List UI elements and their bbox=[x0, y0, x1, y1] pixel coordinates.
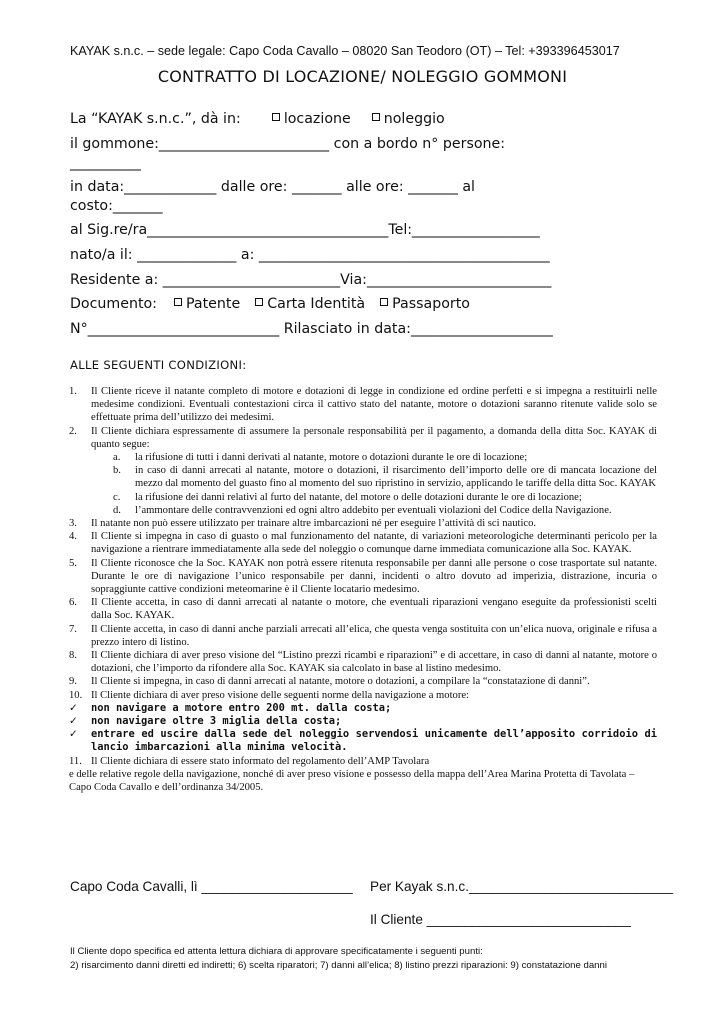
checkmark-icon: ✓ bbox=[69, 728, 78, 741]
place-date-signature[interactable]: Capo Coda Cavalli, lì ____________________ bbox=[70, 879, 353, 894]
conditions-heading: ALLE SEGUENTI CONDIZIONI: bbox=[70, 358, 247, 372]
condition-subitem: b. in caso di danni arrecati al natante, motore o dotazioni, il risarcimento dell’importo delle ore di mancata locazione del mezzo dal momento del guasto fino al momento del suo ripristino in servizio, applicando le tariffe della ditta Soc. KAYAK bbox=[113, 465, 657, 490]
form-line-boat[interactable]: il gommone:________________________ con a bordo n° persone: bbox=[70, 136, 506, 152]
condition-item: 10. Il Cliente dichiara di aver preso visione delle seguenti norme della navigazione a motore: bbox=[69, 689, 470, 701]
client-signature[interactable]: Il Cliente ___________________________ bbox=[370, 912, 631, 927]
footer-approved-points: 2) risarcimento danni diretti ed indiretti; 6) scelta riparatori; 7) danni all’elica; 8) listino prezzi riparazioni: 9) constatazione danni bbox=[70, 960, 607, 971]
checkmark-icon: ✓ bbox=[69, 701, 78, 714]
navigation-rule: ✓ entrare ed uscire dalla sede del noleggio servendosi unicamente dell’apposito corridoio di lancio imbarcazioni alla minima velocità. bbox=[69, 728, 657, 754]
condition-subitem: a. la rifusione di tutti i danni derivati al natante, motore o dotazioni durante le ore di locazione; bbox=[113, 452, 528, 464]
condition-item: 6. Il Cliente accetta, in caso di danni arrecati al natante o motore, che eventuali riparazioni vengano eseguite da professionisti scelti dalla Soc. KAYAK. bbox=[69, 597, 657, 622]
form-line-persons-cont[interactable]: __________ bbox=[70, 155, 141, 171]
company-header: KAYAK s.n.c. – sede legale: Capo Coda Cavallo – 08020 San Teodoro (OT) – Tel: +393396453017 bbox=[70, 44, 620, 58]
form-line-rental-type bbox=[70, 111, 445, 127]
form-line-document bbox=[70, 296, 470, 312]
kayak-signature[interactable]: Per Kayak s.n.c.___________________________ bbox=[370, 879, 674, 894]
locazione-checkbox[interactable] bbox=[272, 113, 280, 121]
passaporto-checkbox[interactable] bbox=[380, 298, 388, 306]
condition-item: 7. Il Cliente accetta, in caso di danni anche parziali arrecati all’elica, che questa venga sostituita con un’elica nuova, originale e rifusa a prezzo intero di listino. bbox=[69, 623, 657, 648]
carta-identita-label: Carta Identità bbox=[267, 296, 366, 312]
condition-item: 5. Il Cliente riconosce che la Soc. KAYAK non potrà essere ritenuta responsabile per danni alle persone o cose trasportate sul natante. Durante le ore di navigazione l’unico responsabile per danni, incidenti o altro dovuto ad imperizia, distrazione, incuria o sopraggiunte cattive condizioni meteomarine è il Cliente locatario medesimo. bbox=[69, 557, 657, 596]
form-line-residence[interactable]: Residente a: _________________________Via:__________________________ bbox=[70, 272, 552, 288]
condition-item-continuation: e delle relative regole della navigazione, nonché di aver preso visione e possesso della mappa dell’Area Marina Protetta di Tavolata – Capo Coda Cavallo e dell’ordinanza 34/2005. bbox=[69, 768, 635, 794]
condition-subitem: d. l’ammontare delle contravvenzioni ed ogni altro addebito per eventuali violazioni del Codice della Navigazione. bbox=[113, 504, 612, 516]
carta-identita-checkbox[interactable] bbox=[255, 298, 263, 306]
rental-intro-text: La “KAYAK s.n.c.”, dà in: bbox=[70, 111, 241, 127]
footer-approval-text: Il Cliente dopo specifica ed attenta lettura dichiara di approvare specificatamente i seguenti punti: bbox=[70, 946, 483, 957]
form-line-date-time[interactable]: in data:_____________ dalle ore: _______ alle ore: _______ al bbox=[70, 179, 475, 195]
condition-item: 4. Il Cliente si impegna in caso di guasto o mal funzionamento del natante, di variazioni meteorologiche determinanti pericolo per la navigazione a rientrare immediatamente alla sede del noleggio o comunque darne immediata comunicazione alla Soc. KAYAK. bbox=[69, 531, 657, 556]
page-title: CONTRATTO DI LOCAZIONE/ NOLEGGIO GOMMONI bbox=[157, 67, 568, 86]
noleggio-checkbox[interactable] bbox=[372, 113, 380, 121]
condition-item: 3. Il natante non può essere utilizzato per trainare altre imbarcazioni né per eseguire l’attività di sci nautico. bbox=[69, 518, 537, 530]
form-line-cost[interactable]: costo:_______ bbox=[70, 198, 163, 214]
condition-item: 2. Il Cliente dichiara espressamente di assumere la personale responsabilità per il pagamento, a domanda della ditta Soc. KAYAK di quanto segue: bbox=[69, 425, 657, 450]
form-line-customer[interactable]: al Sig.re/ra__________________________________Tel:__________________ bbox=[70, 222, 540, 238]
condition-item: 9. Il Cliente si impegna, in caso di danni arrecati al natante, motore o dotazioni, a compilare la “constatazione di danni”. bbox=[69, 676, 590, 688]
condition-subitem: c. la rifusione dei danni relativi al furto del natante, del motore o delle dotazioni durante le ore di locazione; bbox=[113, 491, 582, 503]
conditions-list bbox=[0, 385, 725, 794]
locazione-label: locazione bbox=[283, 111, 351, 127]
condition-item: 1. Il Cliente riceve il natante completo di motore e dotazioni di legge in condizione ed ordine perfetti e si impegna a restituirli nelle medesime condizioni. Eventuali contestazioni circa il cattivo stato del natante, motore o dotazioni saranno ritenute valide solo se effettuate prima dell’utilizzo dei medesimi. bbox=[69, 386, 657, 424]
navigation-rule: ✓ non navigare oltre 3 miglia della costa; bbox=[69, 715, 342, 728]
form-line-doc-number[interactable]: N°___________________________ Rilasciato in data:____________________ bbox=[70, 321, 553, 337]
condition-item: 11. Il Cliente dichiara di essere stato informato del regolamento dell’AMP Tavolara bbox=[69, 755, 430, 767]
noleggio-label: noleggio bbox=[383, 111, 445, 127]
document-label: Documento: bbox=[70, 296, 157, 312]
patente-checkbox[interactable] bbox=[174, 298, 182, 306]
checkmark-icon: ✓ bbox=[69, 715, 78, 728]
patente-label: Patente bbox=[186, 296, 241, 312]
passaporto-label: Passaporto bbox=[392, 296, 470, 312]
condition-item: 8. Il Cliente dichiara di aver preso visione del “Listino prezzi ricambi e riparazioni” e di accettare, in caso di danni al natante, motore o dotazioni, che l’importo da rifondere alla Soc. KAYAK sia calcolato in base al listino medesimo. bbox=[69, 650, 657, 675]
form-line-birth[interactable]: nato/a il: ______________ a: _________________________________________ bbox=[70, 247, 550, 263]
navigation-rule: ✓ non navigare a motore entro 200 mt. dalla costa; bbox=[69, 701, 392, 714]
